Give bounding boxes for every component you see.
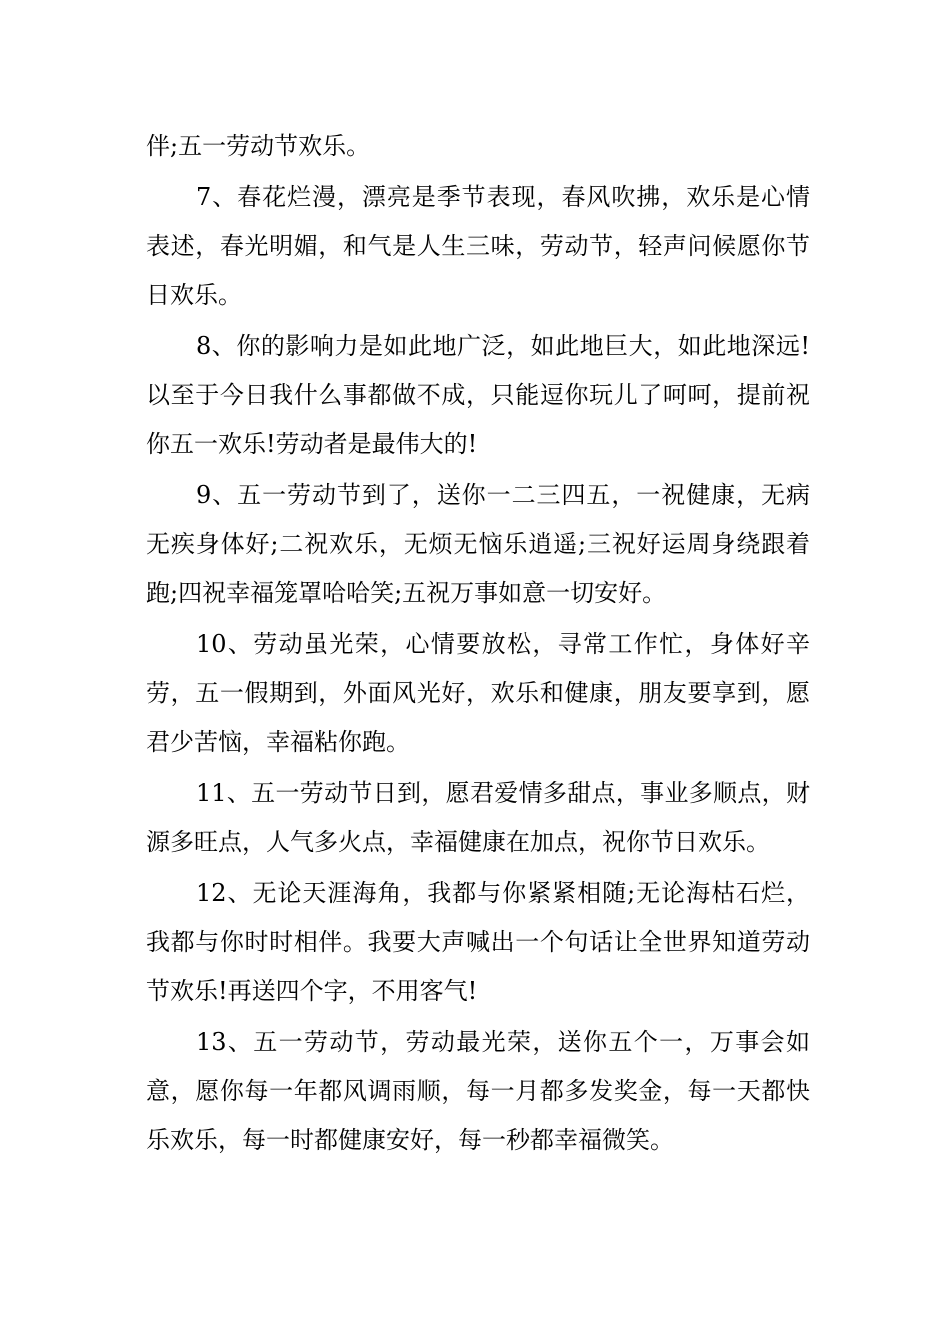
paragraph-item-10: 10、劳动虽光荣，心情要放松，寻常工作忙，身体好辛劳，五一假期到，外面风光好，欢乐和健康，朋友要享到，愿君少苦恼，幸福粘你跑。 [146, 630, 810, 756]
paragraph-item-11: 11、五一劳动节日到，愿君爱情多甜点，事业多顺点，财源多旺点，人气多火点，幸福健康在加点，祝你节日欢乐。 [146, 779, 810, 856]
document-body [146, 122, 810, 1165]
paragraph-item-9: 9、五一劳动节到了，送你一二三四五，一祝健康，无病无疾身体好;二祝欢乐，无烦无恼乐逍遥;三祝好运周身绕跟着跑;四祝幸福笼罩哈哈笑;五祝万事如意一切安好。 [146, 481, 810, 607]
paragraph-item-12: 12、无论天涯海角，我都与你紧紧相随;无论海枯石烂，我都与你时时相伴。我要大声喊出一个句话让全世界知道劳动节欢乐!再送四个字，不用客气! [146, 879, 810, 1005]
paragraph-item-8: 8、你的影响力是如此地广泛，如此地巨大，如此地深远!以至于今日我什么事都做不成，只能逗你玩儿了呵呵，提前祝你五一欢乐!劳动者是最伟大的! [146, 332, 810, 458]
paragraph-continuation: 伴;五一劳动节欢乐。 [146, 132, 371, 160]
paragraph-item-7: 7、春花烂漫，漂亮是季节表现，春风吹拂，欢乐是心情表述，春光明媚，和气是人生三味，劳动节，轻声问候愿你节日欢乐。 [146, 183, 810, 309]
paragraph-item-13: 13、五一劳动节，劳动最光荣，送你五个一，万事会如意，愿你每一年都风调雨顺，每一月都多发奖金，每一天都快乐欢乐，每一时都健康安好，每一秒都幸福微笑。 [146, 1028, 810, 1154]
